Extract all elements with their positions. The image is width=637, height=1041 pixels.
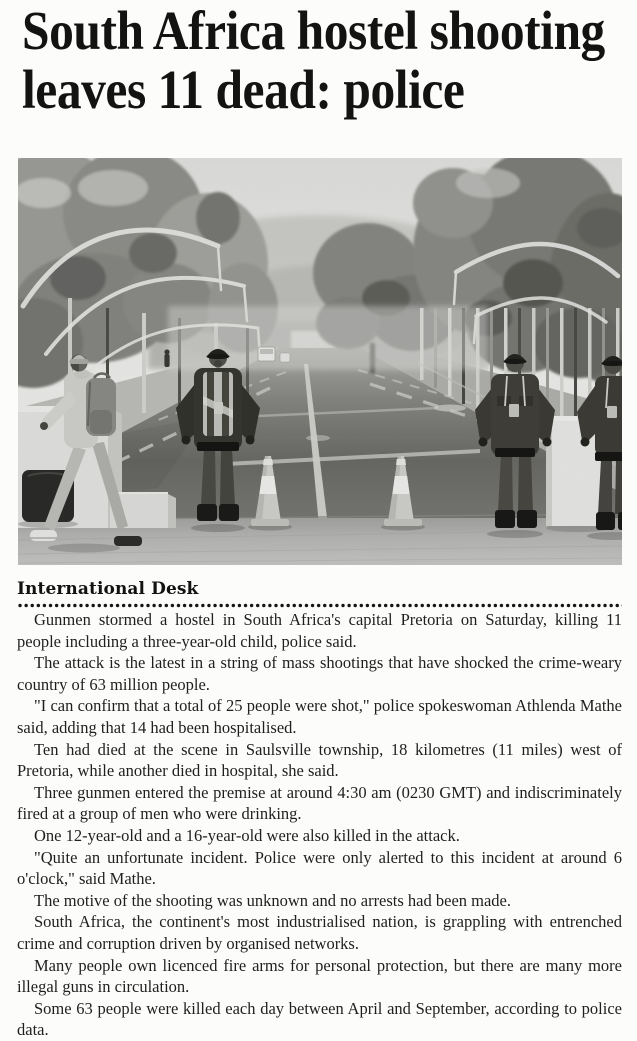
article-body xyxy=(17,609,622,1041)
section-label: International Desk xyxy=(17,579,199,599)
article-paragraph: One 12-year-old and a 16-year-old were also killed in the attack. xyxy=(34,825,460,845)
article-paragraph: The attack is the latest in a string of mass shootings that have shocked the crime-weary country of 63 million people. xyxy=(17,653,622,694)
article-photo xyxy=(18,158,622,565)
section-header xyxy=(17,579,622,608)
article-paragraph: Three gunmen entered the premise at around 4:30 am (0230 GMT) and indiscriminately fired at a group of men who were drinking. xyxy=(17,782,622,824)
article-paragraph: South Africa, the continent's most industrialised nation, is grappling with entrenched crime and corruption driven by organised networks. xyxy=(17,912,622,953)
article-paragraph: The motive of the shooting was unknown and no arrests had been made. xyxy=(34,890,512,910)
headline-line-2: leaves 11 dead: police xyxy=(22,59,465,120)
headline-line-1: South Africa hostel shooting xyxy=(22,0,605,61)
article-paragraph: Many people own licenced fire arms for personal protection, but there are many more illegal guns in circulation. xyxy=(17,955,622,997)
article-headline xyxy=(22,1,637,119)
article-paragraph: Some 63 people were killed each day between April and September, according to police data. xyxy=(17,998,622,1040)
article-paragraph: Ten had died at the scene in Saulsville township, 18 kilometres (11 miles) west of Pretoria, while another died in hospital, she said. xyxy=(17,739,622,781)
photo-grain xyxy=(18,158,622,565)
article-paragraph: "Quite an unfortunate incident. Police were only alerted to this incident at around 6 o'clock," said Mathe. xyxy=(17,847,622,889)
dotted-divider xyxy=(17,603,622,608)
photo-canvas xyxy=(18,158,622,565)
article-paragraph: "I can confirm that a total of 25 people were shot," police spokeswoman Athlenda Mathe said, adding that 14 had been hospitalised. xyxy=(17,696,622,737)
article-paragraph: Gunmen stormed a hostel in South Africa's capital Pretoria on Saturday, killing 11 people including a three-year-old child, police said. xyxy=(17,610,622,651)
